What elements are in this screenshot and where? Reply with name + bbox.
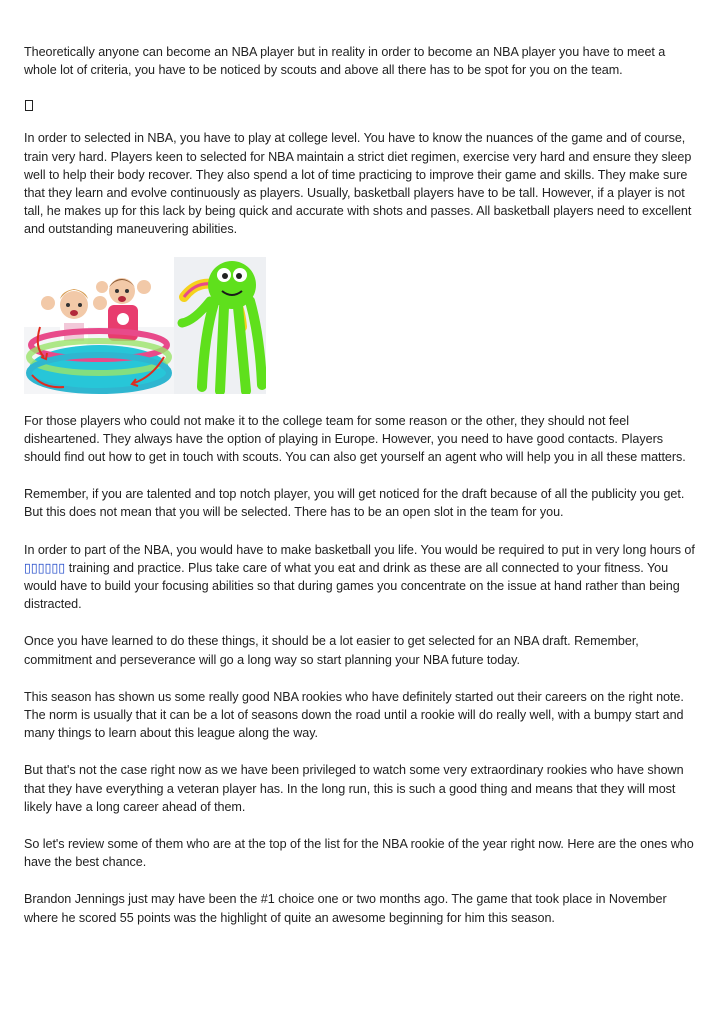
paragraph-training: [24, 541, 698, 614]
paragraph-college: In order to selected in NBA, you have to play at college level. You have to know the nuances of the game and of course, train very hard. Players keen to selected for NBA maintain a strict diet regimen, exercise very hard and ensure they sleep well to help their body recover. They also spend a lot of time practicing to improve their game and skills. They make sure that they learn and evolve continuously as players. Usually, basketball players have to be tall. However, if a player is not tall, he makes up for this lack by being quick and accurate with shots and passes. All basketball players need to excellent and outstanding maneuvering abilities.: [24, 131, 692, 237]
article-body: [24, 43, 698, 927]
paragraph-draft: Remember, if you are talented and top notch player, you will get noticed for the draft because of all the publicity you get. But this does not mean that you will be selected. There has to be an open slot in the team for you.: [24, 487, 685, 520]
article-image: [24, 257, 266, 394]
training-link[interactable]: ▯▯▯▯▯▯: [24, 560, 66, 575]
paragraph-extraordinary: But that's not the case right now as we have been privileged to watch some very extraordinary rookies who have shown that they have everything a veteran player has. In the long run, this is such a good thing and means that they will most likely have a long career ahead of them.: [24, 763, 684, 814]
paragraph-commitment: Once you have learned to do these things, it should be a lot easier to get selected for an NBA draft. Remember, commitment and perseverance will go a long way so start planning your NBA future today.: [24, 634, 639, 667]
paragraph-jennings: Brandon Jennings just may have been the #1 choice one or two months ago. The game that took place in November where he scored 55 points was the highlight of quite an awesome beginning for him this season.: [24, 892, 667, 925]
paragraph-europe: For those players who could not make it to the college team for some reason or the other, they should not feel disheartened. They always have the option of playing in Europe. However, you need to have good contacts. Players should find out how to get in touch with scouts. You can also get yourself an agent who will help you in all these matters.: [24, 413, 686, 465]
paragraph-training-start: In order to part of the NBA, you would have to make basketball you life. You would be required to put in very long hours of: [24, 542, 695, 557]
paragraph-rookies: This season has shown us some really good NBA rookies who have definitely started out their careers on the right note. The norm is usually that it can be a lot of seasons down the road until a rookie will do really well, with a bumpy start and many things to learn about this league along the way.: [24, 689, 684, 741]
missing-glyph-icon: [25, 100, 33, 111]
missing-glyph-line: [24, 97, 698, 115]
paragraph-intro: Theoretically anyone can become an NBA player but in reality in order to become an NBA player you have to meet a whole lot of criteria, you have to be noticed by scouts and above all there has to be spot for you on the team.: [24, 45, 666, 78]
paragraph-review: So let's review some of them who are at the top of the list for the NBA rookie of the year right now. Here are the ones who have the best chance.: [24, 837, 694, 870]
kids-pool-octopus-image: [24, 257, 266, 394]
paragraph-training-end: training and practice. Plus take care of what you eat and drink as these are all connected to your fitness. You would have to build your focusing abilities so that during games you concentrate on the issue at hand rather than being distracted.: [24, 560, 680, 612]
